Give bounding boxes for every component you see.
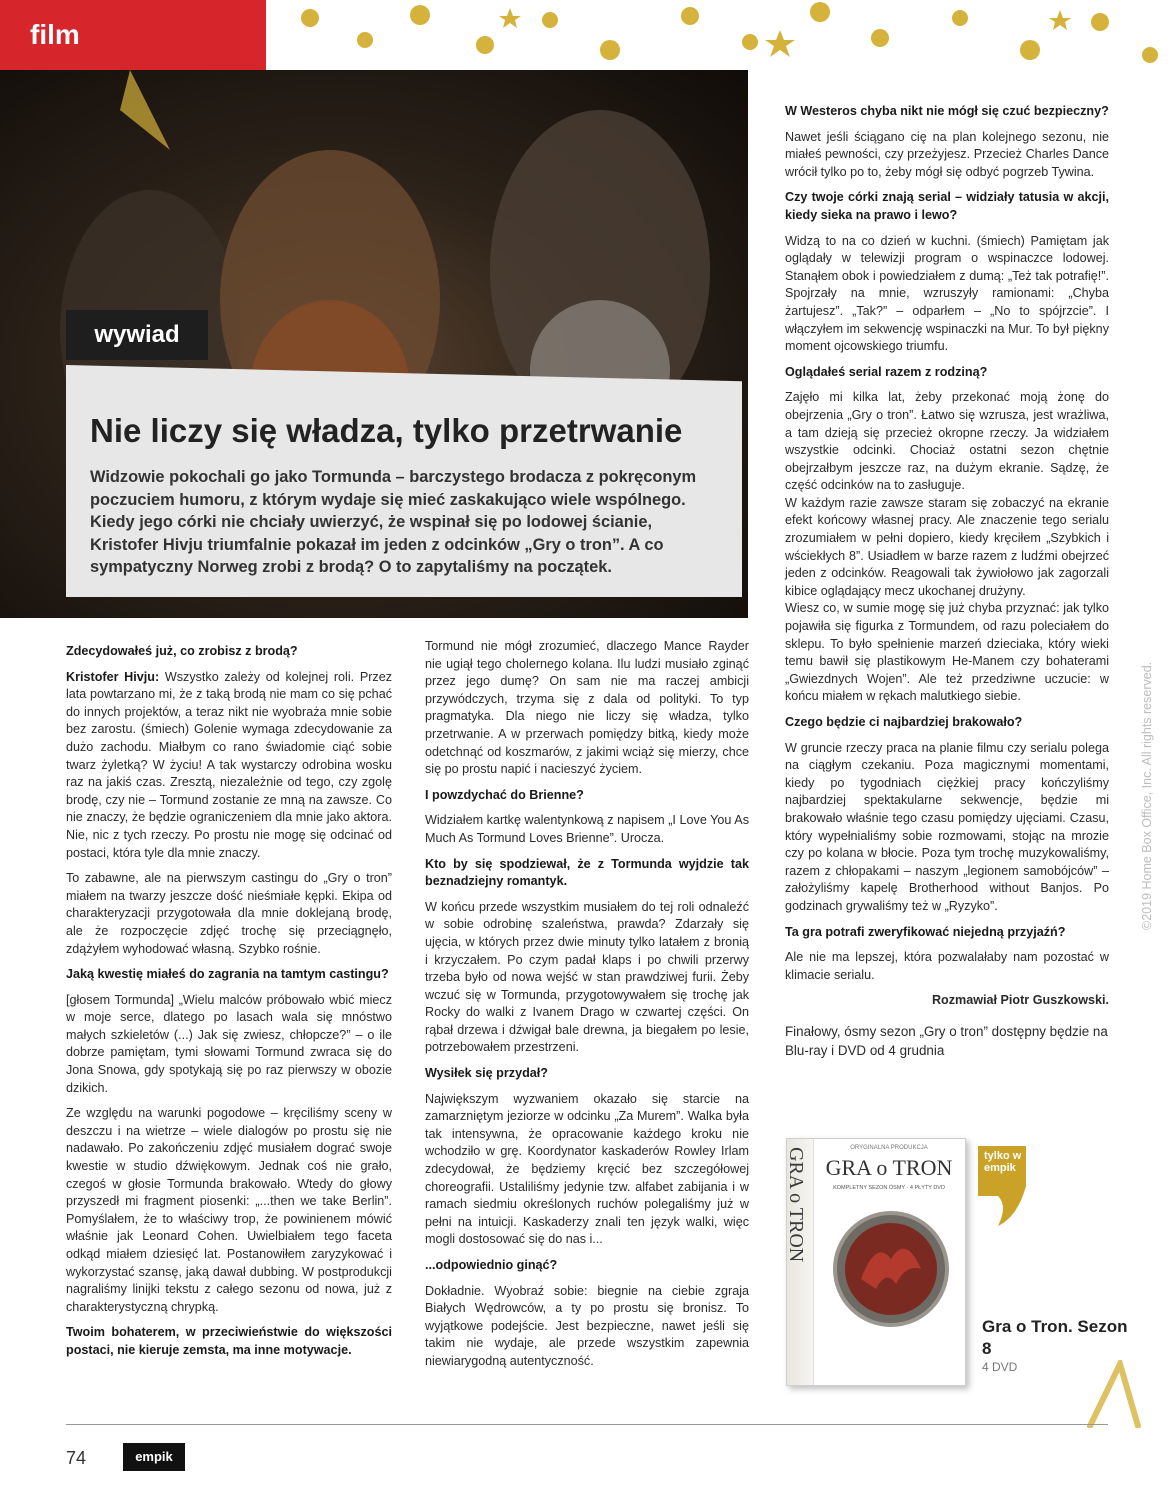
question: Oglądałeś serial razem z rodziną? xyxy=(785,364,988,379)
targaryen-sigil-icon xyxy=(831,1209,951,1329)
article-column-2 xyxy=(425,638,749,1379)
product-title: Gra o Tron. Sezon 8 xyxy=(982,1317,1128,1358)
copyright-notice xyxy=(1120,630,1154,930)
question: Ta gra potrafi zweryfikować niejedną przyjaźń? xyxy=(785,924,1066,939)
signature: Rozmawiał Piotr Guszkowski. xyxy=(931,993,1109,1008)
question: Jaką kwestię miałeś do zagrania na tamtym castingu? xyxy=(66,967,389,982)
answer: Ze względu na warunki pogodowe – kręciliśmy sceny w deszczu i na wietrze – wiele dialogów po prostu się nie nadawało. Po zakończeniu zdjęć musiałem dograć swoje kwestie w studio dźwiękowym. Jednak coś nie grało, czegoś w głosie Tormunda brakowało. Wtedy do głowy przyszedł mi fragment piosenki: „...then we take Berlin”. Pomyślałem, że to właściwy trop, że powinienem mówić właśnie jak Leonard Cohen. Uwielbiałem tego faceta odkąd miałem dziesięć lat. Postanowiłem zaryzykować i wykorzystać szansę, jaką dawał dubbing. W postprodukcji nagraliśmy linijki tekstu z całego sezonu od nowa, już z charakterystyczną chrypką. xyxy=(66,1106,392,1314)
dvd-box-art xyxy=(786,1138,966,1386)
footer-divider xyxy=(66,1424,1108,1425)
copyright-text: ©2019 Home Box Office, Inc. All rights reserved. xyxy=(1140,661,1154,930)
box-subtitle: KOMPLETNY SEZON ÓSMY · 4 PŁYTY DVD xyxy=(833,1185,945,1191)
interview-tag: wywiad xyxy=(66,310,208,360)
question: Wysiłek się przydał? xyxy=(425,1066,548,1081)
lead-paragraph: Widzowie pokochali go jako Tormunda – barczystego brodacza z pokręconym poczuciem humoru, z którym wydaje się mieć zaskakująco wiele wspólnego. Kiedy jego córki nie chciały uwierzyć, że wspinał się po lodowej ścianie, Kristofer Hivju triumfalnie pokazał im jeden z odcinków „Gry o tron”. A co sympatyczny Norweg zrobi z brodą? O to zapytaliśmy na początek. xyxy=(90,468,697,576)
article-column-1 xyxy=(66,643,392,1368)
question: Twoim bohaterem, w przeciwieństwie do większości postaci, nie kieruje zemsta, ma inne motywacje. xyxy=(66,1325,392,1357)
answer: Nawet jeśli ściągano cię na plan kolejnego sezonu, nie miałeś pewności, czy przeżyjesz. Przecież Charles Dance wrócił tylko po to, żeby mógł się odbyć pogrzeb Tywina. xyxy=(785,129,1109,179)
question: Czego będzie ci najbardziej brakowało? xyxy=(785,715,1023,729)
answer-text: Wszystko zależy od kolejnej roli. Przez lata powtarzano mi, że z taką brodą nie mam co się pchać do innych projektów, a teraz nikt nie wyobraża mnie sobie bez zarostu. (śmiech) Golenie wymaga zdecydowanie za dużo zachodu. Miałbym co rano świadomie ciąć sobie twarz żyletką? W życiu! A tak wystarczy odrobina wosku raz na jakiś czas. Zresztą, niezależnie od tego, czy zgolę brodę, czy nie – Tormund zostanie ze mną na zawsze. Co nie znaczy, że będzie ograniczeniem dla mnie jako aktora. Nie, nic z tych rzeczy. Po prostu nie mogę się odcinać od postaci, która tyle dla mnie znaczy. xyxy=(66,669,393,860)
answer: To zabawne, ale na pierwszym castingu do „Gry o tron” miałem na twarzy jeszcze dość nieśmiałe kępki. Ekipa od charakteryzacji przygotowała dla mnie doklejaną brodę, ale że rozpoczęcie zdjęć trochę się przeciągnęło, zdążyłem wyhodować własną. Szybko rośnie. xyxy=(66,871,392,956)
answer: Wiesz co, w sumie mogę się już chyba przyznać: jak tylko pojawiła się figurka z Tormundem, od razu poleciałem do sklepu. To było spełnienie marzeń dzieciaka, który wieki temu bawił się plastikowym He-Manem czy bohaterami „Gwiezdnych Wojen”. Ale też przedziwne uczucie: w końcu miałem w rękach malutkiego siebie. xyxy=(785,601,1109,704)
headline: Nie liczy się władza, tylko przetrwanie xyxy=(90,412,683,449)
question: ...odpowiednio ginąć? xyxy=(425,1258,558,1272)
section-label: film xyxy=(0,0,266,70)
box-spine xyxy=(787,1139,814,1385)
release-note: Finałowy, ósmy sezon „Gry o tron” dostępny będzie na Blu-ray i DVD od 4 grudnia xyxy=(785,1023,1108,1058)
question: Czy twoje córki znają serial – widziały tatusia w akcji, kiedy siekа na prawo i lewo? xyxy=(785,190,1109,222)
answer: [głosem Tormunda] „Wielu malców próbowało wbić miecz w moje serce, dlatego po lasach wala się mnóstwo małych szkieletów (...) Jak się zwiesz, chłopcze?” – o ile dobrze pamiętam, tymi słowami Tormund zwraca się do Jona Snowa, gdy spotykają się po raz pierwszy w obozie dzikich. xyxy=(66,992,392,1095)
answer: Ale nie ma lepszej, która pozwalałaby nam pozostać w klimacie serialu. xyxy=(785,950,1109,982)
page-number: 74 xyxy=(66,1448,87,1468)
answer: Widzą to na co dzień w kuchni. (śmiech) Pamiętam jak oglądały w telewizji program o wspinaczce lodowej. Stanąłem obok i powiedziałem z dumą: „Też tak potrafię!”. Spojrzały na mnie, wzruszyły ramionami: „Chyba żartujesz”. „Tak?” – odparłem – „No to spójrzcie”. I włączyłem im sekwencję wspinaczki na Mur. To był piękny moment ojcowskiego triumfu. xyxy=(785,233,1109,354)
decorative-sparkle-icon xyxy=(1080,1360,1174,1428)
question: Kto by się spodziewał, że z Tormunda wyjdzie tak beznadziejny romantyk. xyxy=(425,856,749,889)
exclusive-badge: tylko w empik xyxy=(984,1150,1022,1174)
article-column-3 xyxy=(785,103,1109,1068)
answer: Widziałem kartkę walentynkową z napisem „I Love You As Much As Tormund Loves Brienne”. Urocza. xyxy=(425,813,749,845)
box-spine-title: GRA o TRON xyxy=(785,1147,807,1263)
box-title: GRA o TRON xyxy=(825,1155,953,1180)
decorative-ornaments xyxy=(270,0,1174,70)
answer: W każdym razie zawsze staram się zobaczyć na ekranie efekt końcowy własnej pracy. Ale znaczenie tego serialu zrozumiałem w pełni dopiero, kiedy kręciłem „Szybkich i wściekłych 8”. Usiadłem w barze razem z ludźmi obejrzeć jeden z odcinków. Reagowali tak żywiołowo jak zagorzali kibice oglądający mecz ukochanej drużyny. xyxy=(785,495,1109,598)
answer: Tormund nie mógł zrozumieć, dlaczego Mance Rayder nie ugiął tego cholernego kolana. Ilu ludzi musiało zginąć przez jego dumę? On sam nie ma raczej ambicji przywódczych, trzyma się z dala od polityki. To typ pragmatyka. Dla niego nie liczy się władza, tylko przetrwanie. A w przerwach pomiędzy bitką, kiedy może odetchnąć od koszmarów, z jakimi wciąż się mierzy, chce się po prostu napić i nacieszyć życiem. xyxy=(425,639,749,777)
question: W Westeros chyba nikt nie mógł się czuć bezpieczny? xyxy=(785,104,1109,118)
answer: W gruncie rzeczy praca na planie filmu czy serialu polega na ciągłym czekaniu. Poza magicznymi momentami, kiedy po tygodniach ciężkiej pracy kończyliśmy najbardziej spektakularne sekwencje, będzie mi brakowało właśnie tego czasu pomiędzy ujęciami. Czasu, który wypełnialiśmy sobie rozmowami, stojąc na mrozie czy po kolana w błocie. Poza tym trochę muzykowaliśmy, razem z chłopakami – naszym „legionem samobójców” – założyliśmy kapelę Brotherhood without Banjos. Po godzinach grywaliśmy też w „Ryzyko”. xyxy=(785,740,1109,913)
answer: W końcu przede wszystkim musiałem do tej roli odnaleźć w sobie odrobinę szaleństwa, prawda? Zdarzały się ujęcia, w których przez dwie minuty tylko latałem z bronią i krzyczałem. Po czym padał klaps i po chwili przerwy trzeba było od nowa wejść w stan prawdziwej furii. Żeby wczuć się w Tormunda, przygotowywałem się trochę jak Rocky do walki z Ivanem Drago w czwartej części. On rąbał drzewa i dźwigał bale drewna, ja biegałem po lesie, potrzebowałem przestrzeni. xyxy=(425,899,749,1055)
answer: Największym wyzwaniem okazało się starcie na zamarzniętym jeziorze w odcinku „Za Murem”. Walka była tak intensywna, że opracowanie każdego kroku nie wchodziło w grę. Koordynator kaskaderów Rowley Irlam zdecydował, że będziemy kręcić bez szczegółowej choreografii. Ustaliliśmy jedynie tzw. alfabet zabijania i w ramach siedmiu określonych ruchów polegaliśmy już w pełni na intuicji. Kaskaderzy znali ten język walki, więc mogli dostosować się do nas i... xyxy=(425,1091,749,1247)
answer xyxy=(66,669,392,863)
brand-logo: empik xyxy=(123,1443,185,1471)
question: Zdecydowałeś już, co zrobisz z brodą? xyxy=(66,644,298,658)
product-format: 4 DVD xyxy=(982,1360,1018,1374)
speaker-name: Kristofer Hivju: xyxy=(66,669,160,684)
answer: Zajęło mi kilka lat, żeby przekonać moją żonę do obejrzenia „Gry o tron”. Łatwo się wzrusza, jest wrażliwa, a tam dzieją się przecież okropne rzeczy. Ja widziałem wszystkie odcinki. Chociaż ostatni sezon chętnie obejrzałbym jeszcze raz, na dużym ekranie. Sądzę, że część odcinków na to zasługuje. xyxy=(785,390,1109,493)
question: I powzdychać do Brienne? xyxy=(425,787,584,802)
answer: Dokładnie. Wyobraź sobie: biegnie na ciebie zgraja Białych Wędrowców, a ty po prostu się bronisz. To wyjątkowe podejście. Jest bezpieczne, nawet jeśli się takim nie wydaje, ale przede wszystkim zapewnia niewiarygodną autentyczność. xyxy=(425,1283,749,1368)
box-top-label: ORYGINALNA PRODUKCJA xyxy=(850,1145,928,1151)
